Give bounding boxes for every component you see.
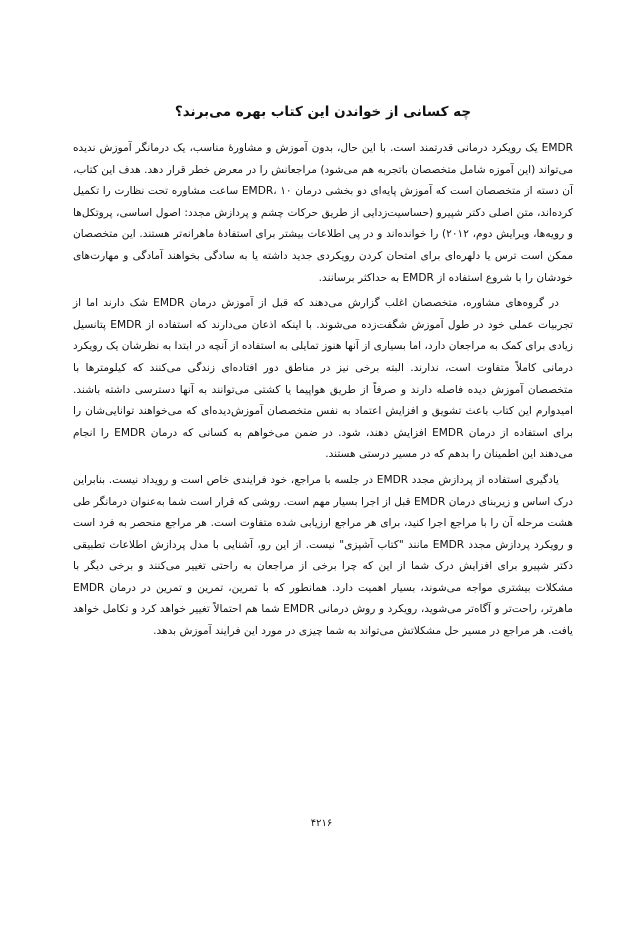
page-title: چه کسانی از خواندن این کتاب بهره می‌برند؟ bbox=[174, 104, 472, 120]
paragraph-intro: EMDR یک رویکرد درمانی قدرتمند است. با این حال، بدون آموزش و مشاورۀ مناسب، یک درمانگر آموزش ندیده می‌تواند (این آموزه شامل متخصصان باتجربه هم می‌شود) مراجعانش را در معرض خطر قرار دهد. هدف این کتاب، آن دسته از متخصصان است که آموزش پایه‌ای دو بخشی درمان EMDR، ۱۰ ساعت مشاوره تحت نظارت را تکمیل کرده‌اند، متن اصلی دکتر شپیرو (حساسیت‌زدایی از طریق حرکات چشم و پردازش مجدد: اصول اساسی، پروتکل‌ها و رویه‌ها، ویرایش دوم، ۲۰۱۲) را خوانده‌اند و در پی اطلاعات بیشتر برای استفادۀ ماهرانه‌تر هستند. این متخصصان ممکن است ترس یا دلهره‌ای برای امتحان کردن رویکردی جدید داشته یا به سادگی بخواهند آمادگی و مهارت‌های خودشان را با شروع استفاده از EMDR به حداکثر برسانند. bbox=[73, 142, 573, 284]
paragraph-consultation-groups: در گروه‌های مشاوره، متخصصان اغلب گزارش می‌دهند که قبل از آموزش درمان EMDR شک دارند اما از تجربیات عملی خود در طول آموزش شگفت‌زده می‌شوند. با اینکه اذعان می‌دارند که استفاده از EMDR پتانسیل زیادی برای کمک به مراجعان دارد، اما بسیاری از آنها هنوز تمایلی به استفاده از آنچه در ابتدا به نظرشان یک رویکرد درمانی کاملاً متفاوت است، ندارند. البته برخی نیز در مناطق دور افتاده‌ای زندگی می‌کنند که کیلومترها با متخصصان آموزش دیده فاصله دارند و صرفاً از طریق هواپیما یا کشتی می‌توانند به آنها دسترسی داشته باشند. امیدوارم این کتاب باعث تشویق و افزایش اعتماد به نفس متخصصان آموزش‌دیده‌ای که می‌خواهند توانایی‌شان را برای استفاده از درمان EMDR افزایش دهند، شود. در ضمن می‌خواهم به کسانی که درمان EMDR را انجام می‌دهند این اطمینان را بدهم که در مسیر درستی هستند. bbox=[73, 297, 574, 461]
page-number: ۴۲۱۶ bbox=[310, 818, 333, 829]
document-page bbox=[73, 100, 573, 643]
paragraph-learning-process: یادگیری استفاده از پردازش مجدد EMDR در جلسه با مراجع، خود فرایندی خاص است و رویداد نیست. بنابراین درک اساس و زیربنای درمان EMDR قبل از اجرا بسیار مهم است. روشی که قرار است شما به‌عنوان درمانگر طی هشت مرحله آن را با مراجع اجرا کنید، برای هر مراجع ارزیابی شده متفاوت است. هر مراجع منحصر به فرد است و رویکرد پردازش مجدد EMDR مانند "کتاب آشپزی" نیست. از این رو، آشنایی با مدل پردازش اطلاعات تطبیقی دکتر شپیرو برای افزایش درک شما از این که چرا برخی از مراجعان به راحتی تغییر می‌کنند و برخی دیگر با مشکلات بیشتری مواجه می‌شوند، بسیار اهمیت دارد. همانطور که با تمرین، تمرین و تمرین در درمان EMDR ماهرتر، راحت‌تر و آگاه‌تر می‌شوید، رویکرد و روش درمانی EMDR شما هم احتمالاً تغییر خواهد کرد و تکامل خواهد یافت. هر مراجع در مسیر حل مشکلاتش می‌تواند به شما چیزی در مورد این فرایند آموزش بدهد. bbox=[73, 473, 573, 638]
